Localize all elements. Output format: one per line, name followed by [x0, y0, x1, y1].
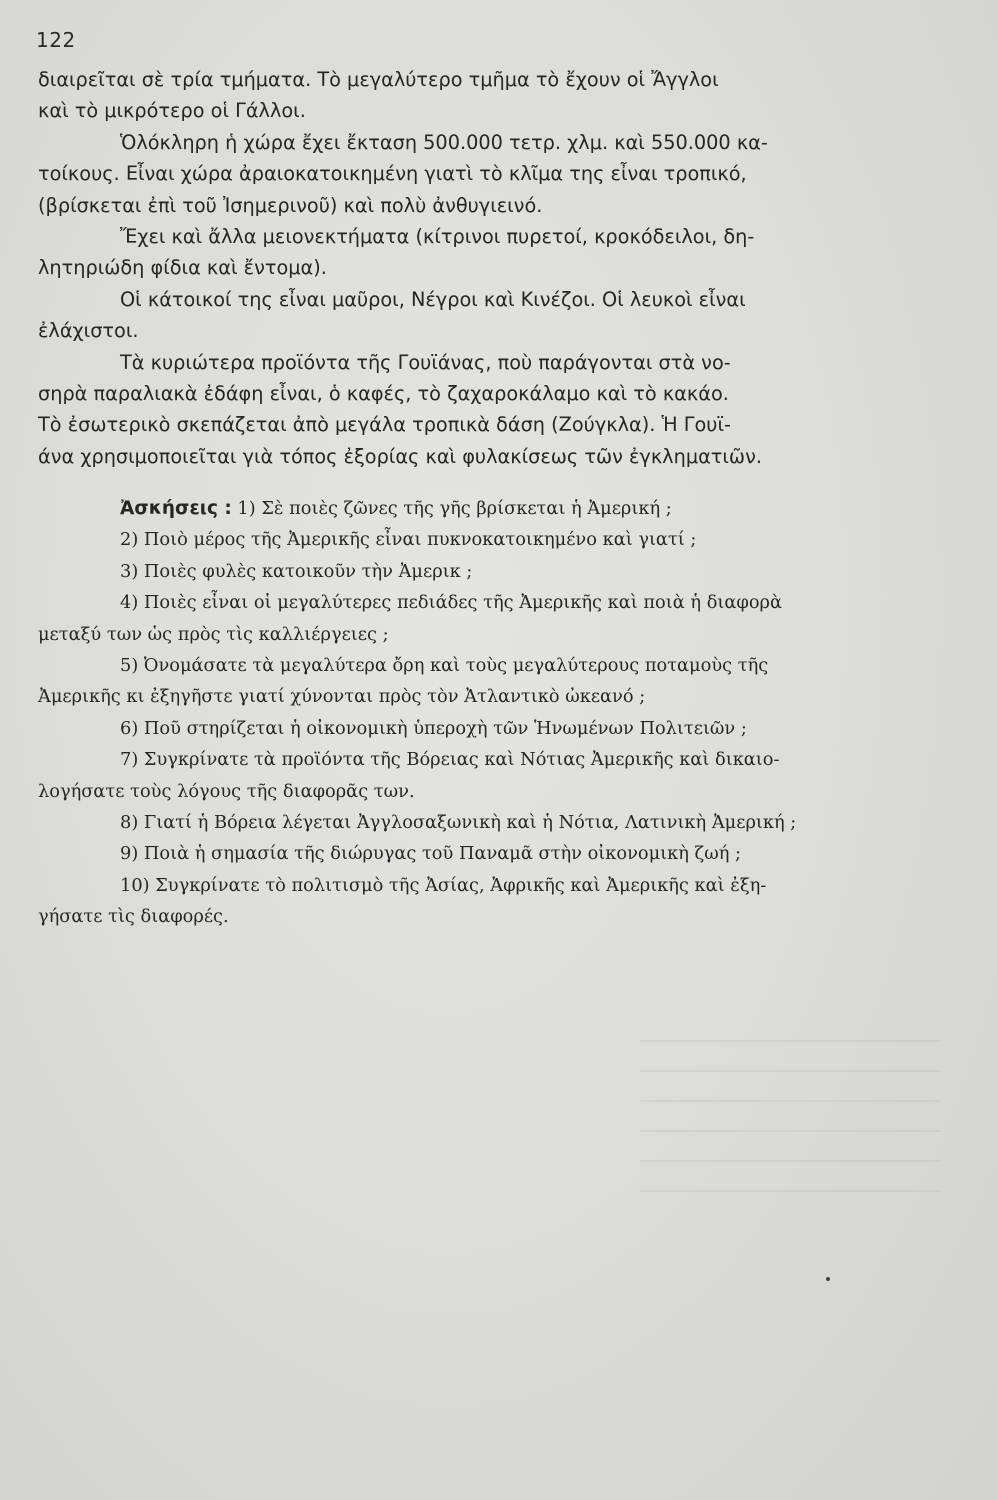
text-line: Οἱ κάτοικοί της εἶναι μαῦροι, Νέγροι καὶ Κινέζοι. Οἱ λευκοὶ εἶναι: [120, 287, 746, 311]
exercise-line: 7) Συγκρίνατε τὰ προϊόντα τῆς Βόρειας καὶ Νότιας Ἀμερικῆς καὶ δικαιο-: [120, 749, 780, 771]
exercise-line: Ἀμερικῆς κι ἐξηγῆστε γιατί χύνονται πρὸς τὸν Ἀτλαντικὸ ὠκεανό ;: [38, 686, 646, 708]
exercise-line: 9) Ποιὰ ἡ σημασία τῆς διώρυγας τοῦ Παναμᾶ στὴν οἰκονομικὴ ζωή ;: [120, 843, 741, 865]
text-line: λητηριώδη φίδια καὶ ἔντομα).: [38, 256, 327, 280]
exercise-line: 8) Γιατί ἡ Βόρεια λέγεται Ἀγγλοσαξωνικὴ καὶ ἡ Νότια, Λατινικὴ Ἀμερική ;: [120, 812, 797, 834]
exercise-line: 2) Ποιὸ μέρος τῆς Ἀμερικῆς εἶναι πυκνοκατοικημένο καὶ γιατί ;: [120, 529, 697, 551]
exercise-line: 3) Ποιὲς φυλὲς κατοικοῦν τὴν Ἀμερικ ;: [120, 560, 473, 582]
exercise-line: [38, 493, 938, 524]
exercise-line: 5) Ὀνομάσατε τὰ μεγαλύτερα ὄρη καὶ τοὺς μεγαλύτερους ποταμοὺς τῆς: [120, 655, 769, 677]
exercises-heading: Ἀσκήσεις :: [120, 498, 232, 519]
text-line: (βρίσκεται ἐπὶ τοῦ Ἰσημερινοῦ) καὶ πολὺ ἀνθυγιεινό.: [38, 193, 543, 217]
text-line: Τὸ ἐσωτερικὸ σκεπάζεται ἀπὸ μεγάλα τροπικὰ δάση (Ζούγκλα). Ἡ Γουϊ-: [38, 413, 731, 437]
exercises-section: [38, 493, 938, 933]
page-number: 122: [36, 28, 76, 52]
exercise-line: 4) Ποιὲς εἶναι οἱ μεγαλύτερες πεδιάδες τῆς Ἀμερικῆς καὶ ποιὰ ἡ διαφορὰ: [120, 592, 782, 614]
paper-speck: [826, 1277, 830, 1281]
body-text: [38, 64, 938, 472]
exercise-text: 1) Σὲ ποιὲς ζῶνες τῆς γῆς βρίσκεται ἡ Ἀμερική ;: [237, 498, 672, 519]
text-line: τοίκους. Εἶναι χώρα ἀραιοκατοικημένη γιατὶ τὸ κλῖμα της εἶναι τροπικό,: [38, 162, 747, 186]
bleed-through-texture: [640, 1040, 940, 1200]
text-line: άνα χρησιμοποιεῖται γιὰ τόπος ἐξορίας καὶ φυλακίσεως τῶν ἐγκληματιῶν.: [38, 444, 762, 468]
text-line: Ὁλόκληρη ἡ χώρα ἔχει ἔκταση 500.000 τετρ. χλμ. καὶ 550.000 κα-: [120, 130, 768, 154]
exercise-line: λογήσατε τοὺς λόγους τῆς διαφορᾶς των.: [38, 780, 415, 802]
text-line: σηρὰ παραλιακὰ ἐδάφη εἶναι, ὁ καφές, τὸ ζαχαροκάλαμο καὶ τὸ κακάο.: [38, 382, 729, 406]
text-line: Τὰ κυριώτερα προϊόντα τῆς Γουϊάνας, ποὺ παράγονται στὰ νο-: [120, 350, 731, 374]
exercise-line: 6) Ποῦ στηρίζεται ἡ οἰκονομικὴ ὑπεροχὴ τῶν Ἡνωμένων Πολιτειῶν ;: [120, 717, 747, 739]
exercise-line: μεταξύ των ὡς πρὸς τὶς καλλιέργειες ;: [38, 623, 389, 645]
text-line: Ἔχει καὶ ἄλλα μειονεκτήματα (κίτρινοι πυρετοί, κροκόδειλοι, δη-: [120, 225, 755, 249]
text-line: ἐλάχιστοι.: [38, 319, 139, 343]
text-line: καὶ τὸ μικρότερο οἱ Γάλλοι.: [38, 99, 306, 123]
exercise-line: γήσατε τὶς διαφορές.: [38, 906, 229, 928]
text-line: διαιρεῖται σὲ τρία τμήματα. Τὸ μεγαλύτερο τμῆμα τὸ ἔχουν οἱ Ἄγγλοι: [38, 68, 719, 91]
exercise-line: 10) Συγκρίνατε τὸ πολιτισμὸ τῆς Ἀσίας, Ἀφρικῆς καὶ Ἀμερικῆς καὶ ἐξη-: [120, 874, 767, 896]
